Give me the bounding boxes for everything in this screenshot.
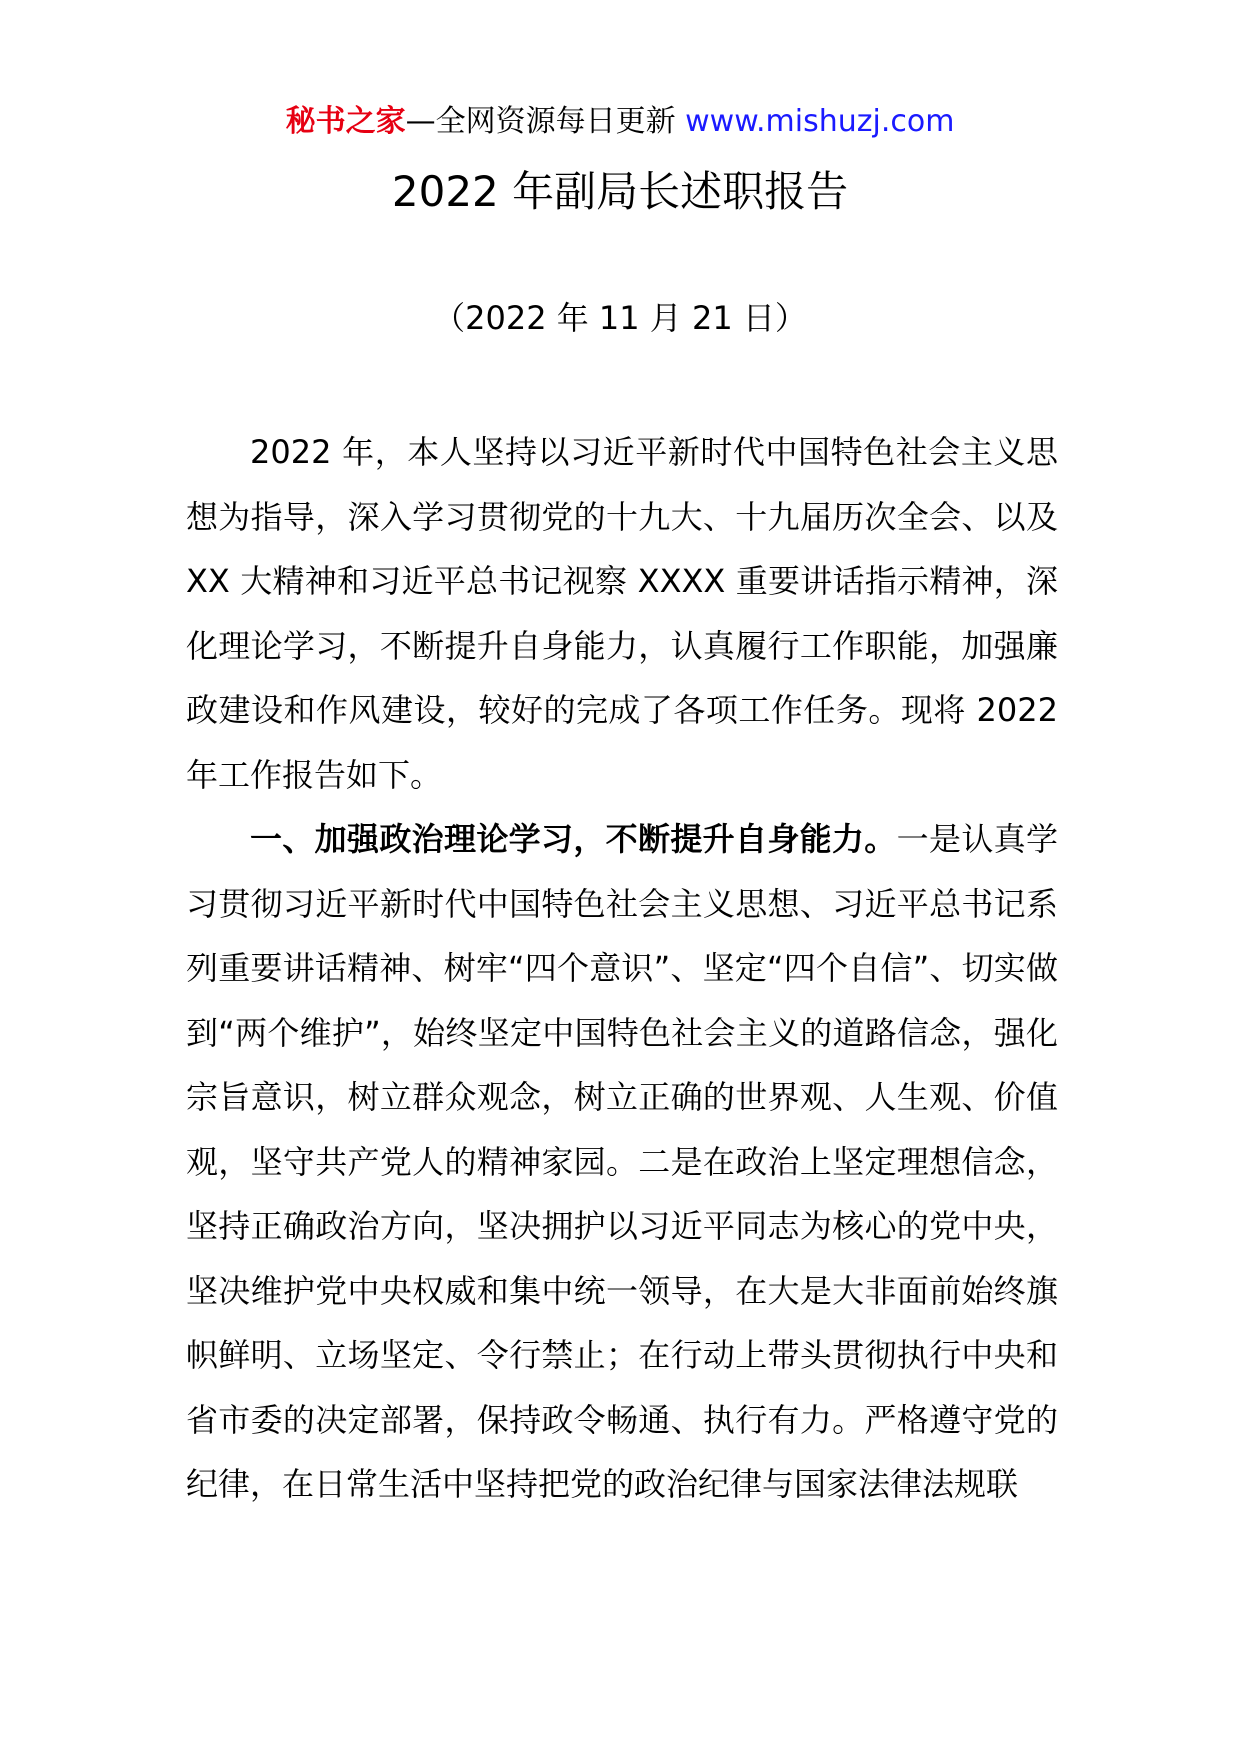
site-brand[interactable]: 秘书之家	[285, 104, 406, 139]
section-text: 一是认真学习贯彻习近平新时代中国特色社会主义思想、习近平总书记系列重要讲话精神、树牢“四个意识”、坚定“四个自信”、切实做到“两个维护”，始终坚定中国特色社会主义的道路信念，强化宗旨意识，树立群众观念，树立正确的世界观、人生观、价值观，坚守共产党人的精神家园。二是在政治上坚定理想信念，坚持正确政治方向，坚决拥护以习近平同志为核心的党中央，坚决维护党中央权威和集中统一领导，在大是大非面前始终旗帜鲜明、立场坚定、令行禁止；在行动上带头贯彻执行中央和省市委的决定部署，保持政令畅通、执行有力。严格遵守党的纪律，在日常生活中坚持把党的政治纪律与国家法律法规联	[186, 820, 1058, 1503]
document-title: 2022 年副局长述职报告	[391, 167, 849, 216]
site-tagline: —全网资源每日更新	[405, 104, 686, 139]
site-url-link[interactable]: www.mishuzj.com	[685, 104, 955, 139]
site-header	[0, 100, 1240, 144]
document-date: （2022 年 11 月 21 日）	[433, 299, 807, 337]
paragraph-section-1	[186, 807, 1058, 1517]
document-body	[186, 420, 1058, 1517]
paragraph-intro: 2022 年，本人坚持以习近平新时代中国特色社会主义思想为指导，深入学习贯彻党的十九大、十九届历次全会、以及 XX 大精神和习近平总书记视察 XXXX 重要讲话指示精神，深化理论学习，不断提升自身能力，认真履行工作职能，加强廉政建设和作风建设，较好的完成了各项工作任务。现将 2022 年工作报告如下。	[186, 433, 1058, 794]
section-heading: 一、加强政治理论学习，不断提升自身能力。	[250, 820, 897, 858]
